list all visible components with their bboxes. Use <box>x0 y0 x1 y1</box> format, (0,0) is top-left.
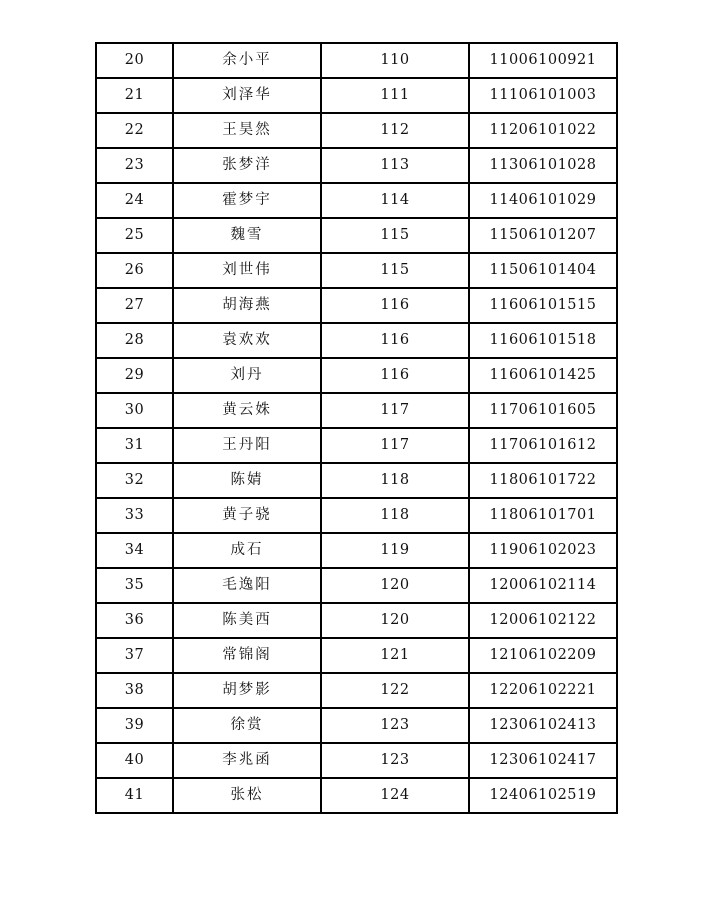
row-number-cell: 37 <box>96 638 173 673</box>
id-number-cell: 11706101612 <box>469 428 617 463</box>
name-cell: 张松 <box>173 778 321 813</box>
name-cell: 余小平 <box>173 43 321 78</box>
row-number-cell: 36 <box>96 603 173 638</box>
id-number-cell: 12306102417 <box>469 743 617 778</box>
table-row <box>96 43 617 78</box>
code-cell: 111 <box>321 78 469 113</box>
table-row <box>96 428 617 463</box>
code-cell: 123 <box>321 743 469 778</box>
id-number-cell: 12006102122 <box>469 603 617 638</box>
row-number-cell: 32 <box>96 463 173 498</box>
name-cell: 徐赏 <box>173 708 321 743</box>
row-number-cell: 30 <box>96 393 173 428</box>
code-cell: 117 <box>321 428 469 463</box>
code-cell: 116 <box>321 358 469 393</box>
table-row <box>96 708 617 743</box>
row-number-cell: 26 <box>96 253 173 288</box>
id-number-cell: 11606101518 <box>469 323 617 358</box>
row-number-cell: 22 <box>96 113 173 148</box>
row-number-cell: 38 <box>96 673 173 708</box>
id-number-cell: 12106102209 <box>469 638 617 673</box>
name-cell: 袁欢欢 <box>173 323 321 358</box>
table-row <box>96 638 617 673</box>
name-cell: 魏雪 <box>173 218 321 253</box>
id-number-cell: 11006100921 <box>469 43 617 78</box>
row-number-cell: 40 <box>96 743 173 778</box>
id-number-cell: 11806101722 <box>469 463 617 498</box>
id-number-cell: 11506101404 <box>469 253 617 288</box>
code-cell: 118 <box>321 463 469 498</box>
table-row <box>96 218 617 253</box>
code-cell: 116 <box>321 323 469 358</box>
name-cell: 刘世伟 <box>173 253 321 288</box>
id-number-cell: 12306102413 <box>469 708 617 743</box>
name-cell: 王昊然 <box>173 113 321 148</box>
table-row <box>96 673 617 708</box>
table-row <box>96 743 617 778</box>
row-number-cell: 35 <box>96 568 173 603</box>
table-row <box>96 113 617 148</box>
row-number-cell: 25 <box>96 218 173 253</box>
row-number-cell: 20 <box>96 43 173 78</box>
table-row <box>96 603 617 638</box>
name-cell: 刘泽华 <box>173 78 321 113</box>
row-number-cell: 27 <box>96 288 173 323</box>
id-number-cell: 11806101701 <box>469 498 617 533</box>
table-row <box>96 323 617 358</box>
table-row <box>96 183 617 218</box>
row-number-cell: 29 <box>96 358 173 393</box>
code-cell: 116 <box>321 288 469 323</box>
name-cell: 张梦洋 <box>173 148 321 183</box>
name-cell: 刘丹 <box>173 358 321 393</box>
row-number-cell: 33 <box>96 498 173 533</box>
code-cell: 112 <box>321 113 469 148</box>
table-row <box>96 568 617 603</box>
id-number-cell: 11906102023 <box>469 533 617 568</box>
code-cell: 122 <box>321 673 469 708</box>
roster-table-body <box>96 43 617 813</box>
code-cell: 120 <box>321 568 469 603</box>
name-cell: 陈婧 <box>173 463 321 498</box>
table-row <box>96 148 617 183</box>
code-cell: 113 <box>321 148 469 183</box>
id-number-cell: 11206101022 <box>469 113 617 148</box>
name-cell: 胡梦影 <box>173 673 321 708</box>
id-number-cell: 11506101207 <box>469 218 617 253</box>
code-cell: 118 <box>321 498 469 533</box>
id-number-cell: 11406101029 <box>469 183 617 218</box>
id-number-cell: 11306101028 <box>469 148 617 183</box>
name-cell: 黄云姝 <box>173 393 321 428</box>
row-number-cell: 41 <box>96 778 173 813</box>
name-cell: 成石 <box>173 533 321 568</box>
id-number-cell: 12406102519 <box>469 778 617 813</box>
name-cell: 毛逸阳 <box>173 568 321 603</box>
code-cell: 123 <box>321 708 469 743</box>
name-cell: 胡海燕 <box>173 288 321 323</box>
row-number-cell: 34 <box>96 533 173 568</box>
row-number-cell: 28 <box>96 323 173 358</box>
roster-table <box>95 42 618 814</box>
table-row <box>96 533 617 568</box>
table-row <box>96 253 617 288</box>
id-number-cell: 11606101515 <box>469 288 617 323</box>
id-number-cell: 11706101605 <box>469 393 617 428</box>
id-number-cell: 11106101003 <box>469 78 617 113</box>
row-number-cell: 24 <box>96 183 173 218</box>
table-row <box>96 463 617 498</box>
code-cell: 115 <box>321 253 469 288</box>
code-cell: 110 <box>321 43 469 78</box>
name-cell: 陈美西 <box>173 603 321 638</box>
row-number-cell: 31 <box>96 428 173 463</box>
name-cell: 王丹阳 <box>173 428 321 463</box>
name-cell: 黄子骁 <box>173 498 321 533</box>
row-number-cell: 21 <box>96 78 173 113</box>
table-row <box>96 358 617 393</box>
table-row <box>96 78 617 113</box>
code-cell: 120 <box>321 603 469 638</box>
id-number-cell: 12006102114 <box>469 568 617 603</box>
row-number-cell: 23 <box>96 148 173 183</box>
table-row <box>96 498 617 533</box>
name-cell: 霍梦宇 <box>173 183 321 218</box>
code-cell: 121 <box>321 638 469 673</box>
name-cell: 李兆函 <box>173 743 321 778</box>
table-row <box>96 288 617 323</box>
code-cell: 119 <box>321 533 469 568</box>
code-cell: 117 <box>321 393 469 428</box>
id-number-cell: 12206102221 <box>469 673 617 708</box>
row-number-cell: 39 <box>96 708 173 743</box>
name-cell: 常锦阁 <box>173 638 321 673</box>
id-number-cell: 11606101425 <box>469 358 617 393</box>
table-row <box>96 778 617 813</box>
code-cell: 124 <box>321 778 469 813</box>
code-cell: 115 <box>321 218 469 253</box>
code-cell: 114 <box>321 183 469 218</box>
table-row <box>96 393 617 428</box>
